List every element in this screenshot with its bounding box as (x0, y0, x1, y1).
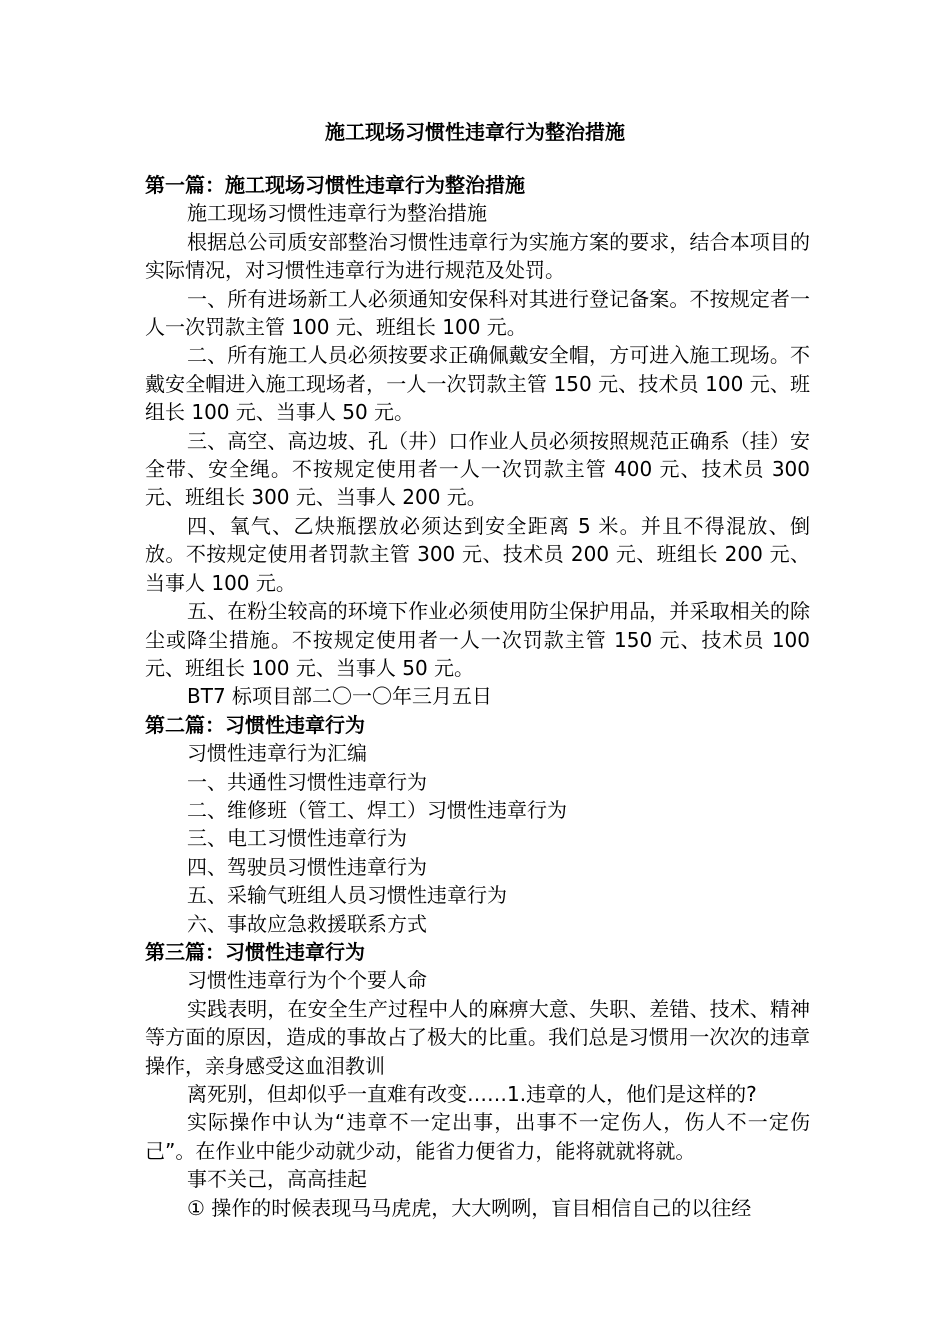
document-body (145, 171, 810, 1222)
part2-heading: 第二篇：习惯性违章行为 (145, 712, 365, 737)
part3-heading: 第三篇：习惯性违章行为 (145, 939, 365, 964)
part3-paragraph: 离死别，但却似乎一直难有改变……1.违章的人，他们是这样的? (187, 1082, 757, 1106)
part1-subtitle: 施工现场习惯性违章行为整治措施 (187, 201, 487, 226)
document-title: 施工现场习惯性违章行为整治措施 (325, 120, 625, 144)
part1-heading: 第一篇：施工现场习惯性违章行为整治措施 (145, 173, 525, 197)
part2-list-item: 四、驾驶员习惯性违章行为 (187, 854, 427, 879)
part2-list-item: 三、电工习惯性违章行为 (187, 826, 407, 851)
part1-rule-5: 五、在粉尘较高的环境下作业必须使用防尘保护用品，并采取相关的除尘或降尘措施。不按规定使用者一人一次罚款主管 150 元、技术员 100 元、班组长 100 元、当事人 50 元。 (145, 599, 810, 680)
part3-paragraph: 事不关己，高高挂起 (187, 1167, 367, 1192)
part2-list-item: 一、共通性习惯性违章行为 (187, 769, 427, 794)
part3-paragraph: 实践表明，在安全生产过程中人的麻痹大意、失职、差错、技术、精神等方面的原因，造成的事故占了极大的比重。我们总是习惯用一次次的违章操作，亲身感受这血泪教训 (145, 996, 810, 1078)
part2-list-item: 五、采输气班组人员习惯性违章行为 (187, 883, 507, 908)
part2-list-item: 二、维修班（管工、焊工）习惯性违章行为 (187, 797, 567, 822)
part1-rule-4: 四、氧气、乙炔瓶摆放必须达到安全距离 5 米。并且不得混放、倒放。不按规定使用者罚款主管 300 元、技术员 200 元、班组长 200 元、当事人 100 元。 (145, 513, 810, 595)
part1-rule-1: 一、所有进场新工人必须通知安保科对其进行登记备案。不按规定者一人一次罚款主管 100 元、班组长 100 元。 (145, 286, 810, 340)
part3-paragraph: 实际操作中认为“违章不一定出事，出事不一定伤人，伤人不一定伤己”。在作业中能少动就少动，能省力便省力，能将就就将就。 (145, 1110, 810, 1163)
part2-list-item: 六、事故应急救援联系方式 (187, 911, 427, 936)
part2-subtitle: 习惯性违章行为汇编 (187, 741, 367, 766)
part1-signature: BT7 标项目部二〇一〇年三月五日 (187, 684, 493, 709)
part3-paragraph: ① 操作的时候表现马马虎虎，大大咧咧，盲目相信自己的以往经 (187, 1195, 752, 1220)
part1-intro-paragraph: 根据总公司质安部整治习惯性违章行为实施方案的要求，结合本项目的实际情况，对习惯性违章行为进行规范及处罚。 (145, 229, 810, 283)
part1-rule-2: 二、所有施工人员必须按要求正确佩戴安全帽，方可进入施工现场。不戴安全帽进入施工现场者，一人一次罚款主管 150 元、技术员 100 元、班组长 100 元、当事人 50 元。 (145, 343, 810, 425)
part3-subtitle: 习惯性违章行为个个要人命 (187, 968, 427, 993)
part1-rule-3: 三、高空、高边坡、孔（井）口作业人员必须按照规范正确系（挂）安全带、安全绳。不按规定使用者一人一次罚款主管 400 元、技术员 300 元、班组长 300 元、当事人 200 元。 (145, 428, 810, 510)
